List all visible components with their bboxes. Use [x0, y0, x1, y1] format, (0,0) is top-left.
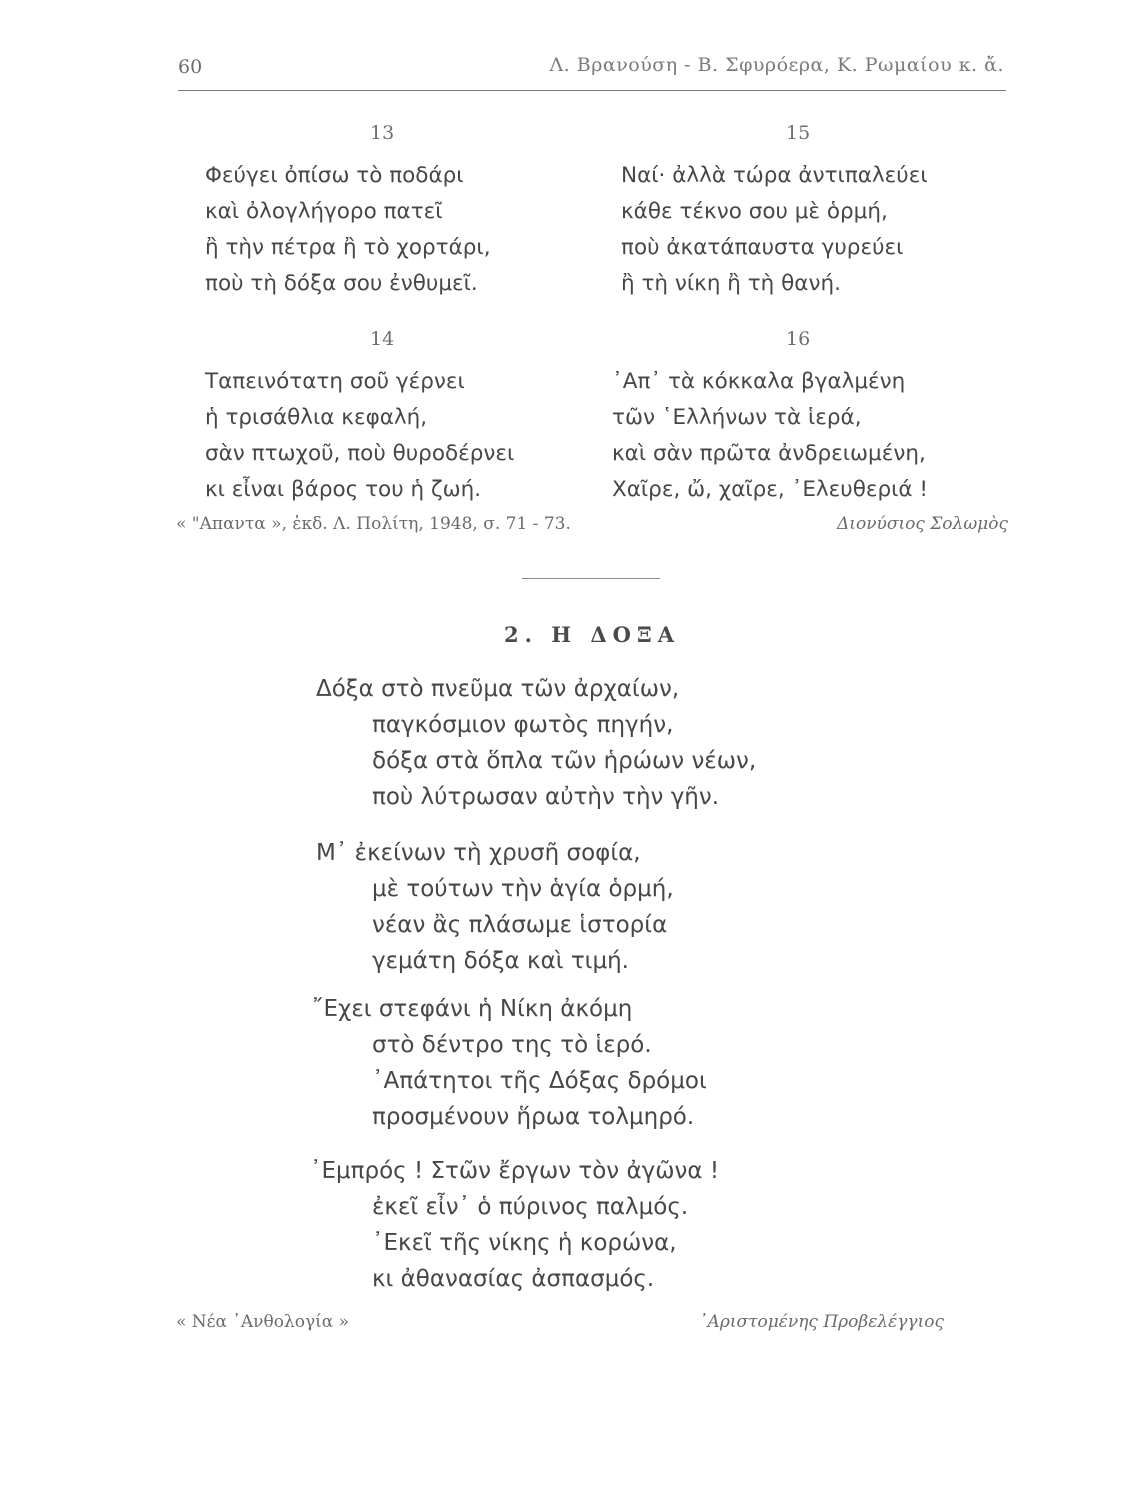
stanza-number-13: 13	[370, 122, 395, 144]
poem-author: ᾿Αριστομένης Προβελέγγιος	[699, 1312, 944, 1332]
stanza-number-15: 15	[786, 122, 811, 144]
verse-line: ποὺ τὴ δόξα σου ἐνθυμεῖ.	[205, 271, 478, 296]
poem-line: ᾿Εκεῖ τῆς νίκης ἡ κορώνα,	[372, 1230, 677, 1256]
verse-line: τῶν ῾Ελλήνων τὰ ἱερά,	[612, 405, 862, 430]
poem-line: Δόξα στὸ πνεῦμα τῶν ἀρχαίων,	[316, 676, 680, 702]
poem-line: ᾿Εμπρός ! Στῶν ἔργων τὸν ἀγῶνα !	[310, 1158, 720, 1184]
running-header-authors: Λ. Βρανούση - Β. Σφυρόερα, Κ. Ρωμαίου κ. ἄ.	[549, 54, 1004, 76]
poem-line: στὸ δέντρο της τὸ ἱερό.	[372, 1032, 652, 1058]
header-rule	[178, 90, 1006, 91]
poem-source: « Νέα ᾿Ανθολογία »	[176, 1312, 350, 1332]
page-number: 60	[178, 56, 203, 78]
verse-line: Φεύγει ὀπίσω τὸ ποδάρι	[205, 163, 464, 188]
poem-line: ᾿Απάτητοι τῆς Δόξας δρόμοι	[372, 1068, 707, 1094]
poem-line: ἐκεῖ εἶν᾿ ὁ πύρινος παλμός.	[372, 1194, 689, 1220]
stanza-number-14: 14	[370, 328, 395, 350]
verse-line: ποὺ ἀκατάπαυστα γυρεύει	[621, 235, 904, 260]
verse-line: Χαῖρε, ὤ, χαῖρε, ᾿Ελευθεριά !	[612, 477, 929, 502]
poem-line: προσμένουν ἥρωα τολμηρό.	[372, 1104, 695, 1130]
verse-line: Ταπεινότατη σοῦ γέρνει	[205, 369, 465, 394]
verse-line: ἢ τὴ νίκη ἢ τὴ θανή.	[621, 271, 841, 296]
verse-line: ἡ τρισάθλια κεφαλή,	[205, 405, 428, 430]
poem-line: Μ᾿ ἐκείνων τὴ χρυσῆ σοφία,	[316, 840, 641, 866]
verse-line: καὶ ὀλογλήγορο πατεῖ	[205, 199, 443, 224]
poem-line: κι ἀθανασίας ἀσπασμός.	[372, 1266, 655, 1292]
poem-line: ῎Εχει στεφάνι ἡ Νίκη ἀκόμη	[312, 996, 633, 1022]
stanza-13	[205, 158, 491, 302]
stanza-16	[612, 364, 928, 508]
poem-line: γεμάτη δόξα καὶ τιμή.	[372, 948, 629, 974]
verse-line: σὰν πτωχοῦ, ποὺ θυροδέρνει	[205, 441, 515, 466]
verse-line: καὶ σὰν πρῶτα ἀνδρειωμένη,	[612, 441, 926, 466]
verse-line: ᾿Απ᾿ τὰ κόκκαλα βγαλμένη	[612, 369, 906, 394]
section-divider	[522, 578, 660, 579]
poem-title: 2. Η ΔΟΞΑ	[503, 622, 681, 647]
poem-line: παγκόσμιον φωτὸς πηγήν,	[372, 712, 674, 738]
verse-line: ἢ τὴν πέτρα ἢ τὸ χορτάρι,	[205, 235, 491, 260]
hymn-source: « "Απαντα », ἐκδ. Λ. Πολίτη, 1948, σ. 71 - 73.	[176, 514, 571, 534]
verse-line: κάθε τέκνο σου μὲ ὁρμή,	[621, 199, 888, 224]
poem-line: μὲ τούτων τὴν ἁγία ὁρμή,	[372, 876, 674, 902]
poem-line: δόξα στὰ ὅπλα τῶν ἡρώων νέων,	[372, 748, 757, 774]
poem-line: ποὺ λύτρωσαν αὐτὴν τὴν γῆν.	[372, 784, 720, 810]
hymn-author: Διονύσιος Σολωμὸς	[837, 514, 1008, 534]
stanza-15	[621, 158, 928, 302]
poem-line: νέαν ἂς πλάσωμε ἱστορία	[372, 912, 668, 938]
stanza-number-16: 16	[786, 328, 811, 350]
verse-line: κι εἶναι βάρος του ἡ ζωή.	[205, 477, 482, 502]
stanza-14	[205, 364, 514, 508]
verse-line: Ναί· ἀλλὰ τώρα ἀντιπαλεύει	[621, 163, 928, 188]
